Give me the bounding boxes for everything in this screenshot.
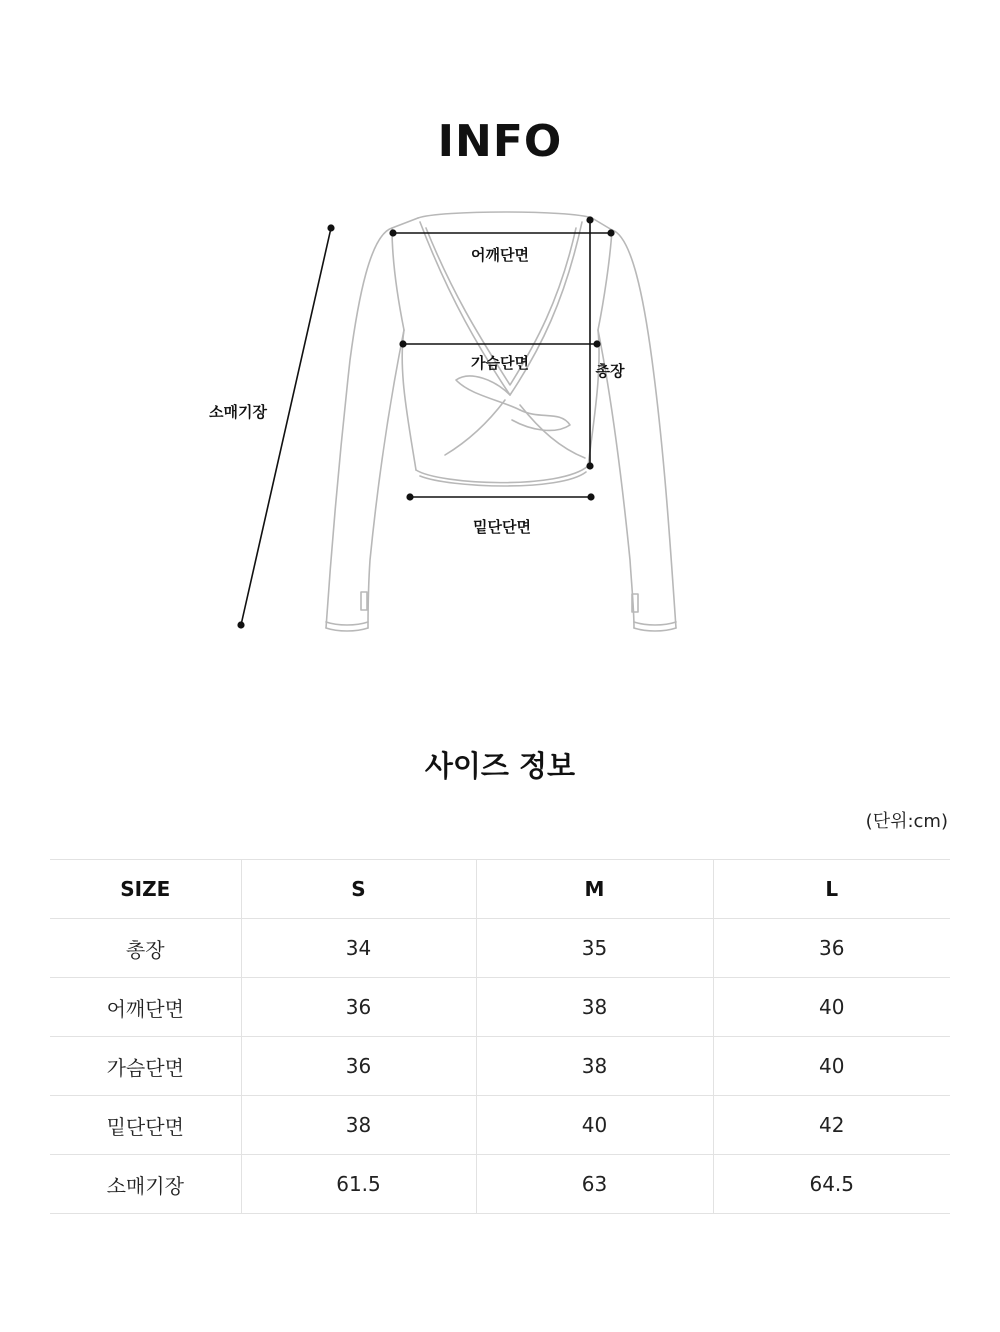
- measurement-dots: [237, 216, 614, 628]
- hem-label: 밑단단면: [473, 518, 531, 536]
- cell-value: 36: [713, 919, 950, 978]
- cell-value: 40: [476, 1096, 713, 1155]
- table-row: [50, 978, 950, 1037]
- unit-note: (단위:cm): [865, 811, 948, 832]
- row-label: 총장: [50, 919, 241, 978]
- cell-value: 36: [241, 978, 476, 1037]
- table-row: [50, 919, 950, 978]
- row-label: 어깨단면: [50, 978, 241, 1037]
- row-label: 소매기장: [50, 1155, 241, 1214]
- cell-value: 42: [713, 1096, 950, 1155]
- row-label: 가슴단면: [50, 1037, 241, 1096]
- shoulder-label: 어깨단면: [471, 246, 529, 264]
- chest-label: 가슴단면: [471, 354, 529, 372]
- size-info-title: 사이즈 정보: [424, 749, 576, 783]
- cell-value: 40: [713, 1037, 950, 1096]
- cell-value: 64.5: [713, 1155, 950, 1214]
- header-m: M: [476, 860, 713, 919]
- header-l: L: [713, 860, 950, 919]
- garment-outline: [326, 212, 676, 631]
- cell-value: 38: [476, 978, 713, 1037]
- cell-value: 40: [713, 978, 950, 1037]
- table-row: [50, 1155, 950, 1214]
- cell-value: 34: [241, 919, 476, 978]
- cell-value: 38: [241, 1096, 476, 1155]
- cell-value: 61.5: [241, 1155, 476, 1214]
- size-table: [50, 859, 950, 1214]
- measurement-lines: [241, 220, 611, 625]
- cell-value: 63: [476, 1155, 713, 1214]
- table-header-row: [50, 860, 950, 919]
- row-label: 밑단단면: [50, 1096, 241, 1155]
- header-size: SIZE: [50, 860, 241, 919]
- header-s: S: [241, 860, 476, 919]
- cell-value: 38: [476, 1037, 713, 1096]
- length-label: 총장: [595, 362, 625, 380]
- sleeve-label: 소매기장: [209, 403, 267, 421]
- table-row: [50, 1037, 950, 1096]
- table-row: [50, 1096, 950, 1155]
- sleeve-line: [241, 228, 331, 625]
- cell-value: 35: [476, 919, 713, 978]
- info-title: INFO: [437, 116, 563, 167]
- cell-value: 36: [241, 1037, 476, 1096]
